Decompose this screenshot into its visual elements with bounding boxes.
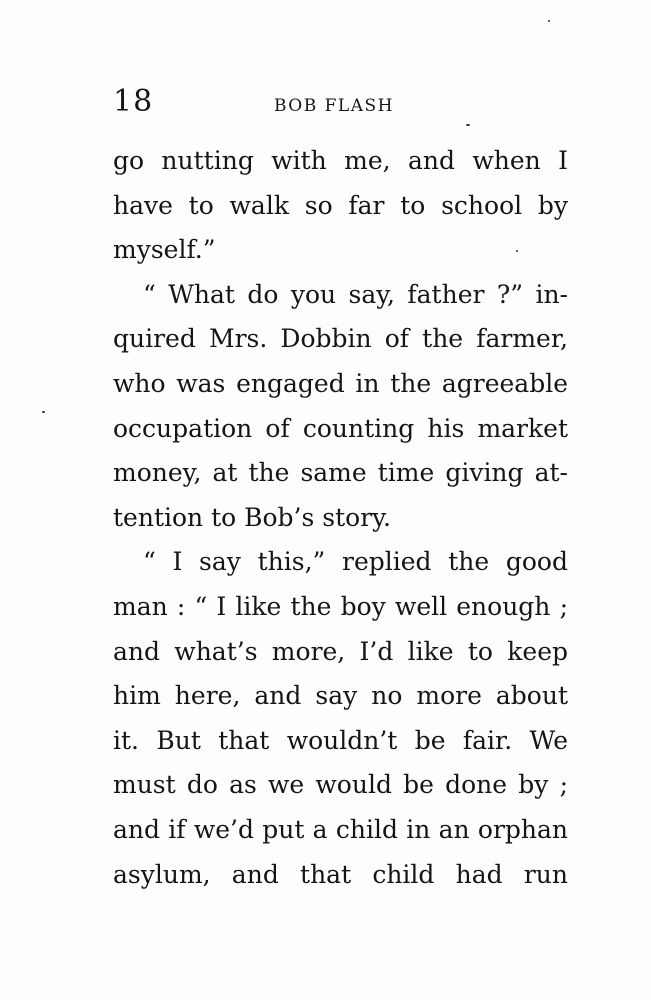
running-title: BOB FLASH (274, 96, 394, 116)
text-line: asylum, and that child had run (113, 859, 568, 889)
text-line: must do as we would be done by ; (113, 770, 568, 800)
text-line: “ What do you say, father ?” in- (143, 279, 568, 309)
text-line: him here, and say no more about (113, 681, 568, 711)
body-text (113, 139, 568, 897)
text-line: myself.” (113, 235, 216, 265)
text-line: “ I say this,” replied the good (143, 547, 568, 577)
text-line: and what’s more, I’d like to keep (113, 636, 568, 666)
text-line: man : “ I like the boy well enough ; (113, 591, 568, 621)
text-line: money, at the same time giving at- (113, 458, 568, 488)
text-line: quired Mrs. Dobbin of the farmer, (113, 324, 568, 354)
text-line: it. But that wouldn’t be fair. We (113, 725, 568, 755)
text-line: go nutting with me, and when I (113, 146, 568, 175)
text-line: and if we’d put a child in an orphan (113, 814, 568, 844)
text-line: tention to Bob’s story. (113, 502, 391, 532)
page-number: 18 (113, 84, 154, 119)
print-speck (516, 250, 518, 252)
text-line: occupation of counting his market (113, 413, 568, 443)
text-line: who was engaged in the agreeable (113, 368, 568, 398)
print-speck (42, 411, 45, 413)
print-speck (548, 20, 550, 22)
print-speck (466, 124, 470, 126)
text-line: have to walk so far to school by (113, 190, 568, 220)
